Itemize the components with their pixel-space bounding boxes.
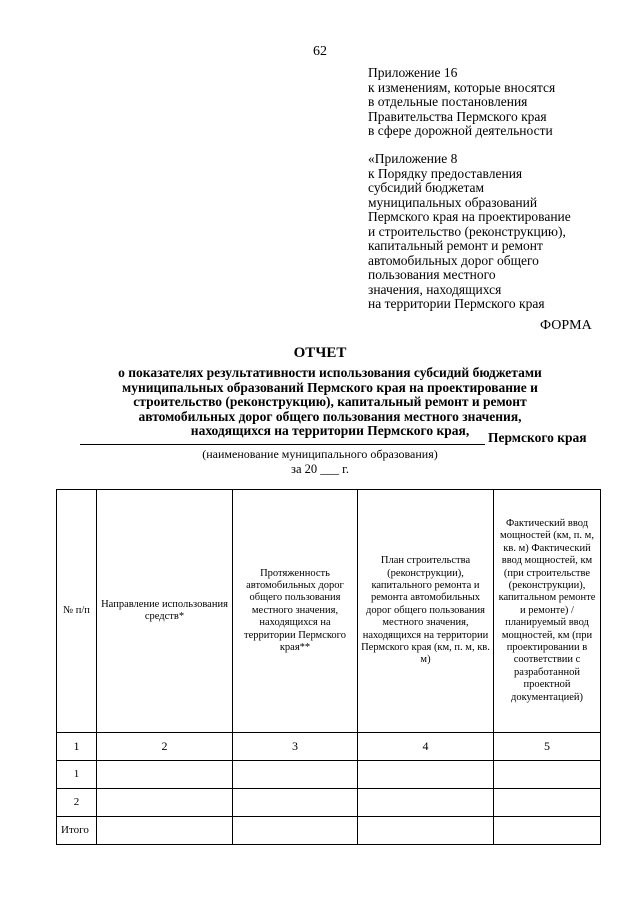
column-number: 1: [57, 733, 97, 761]
table-cell[interactable]: [494, 761, 601, 789]
appendix-8-line: автомобильных дорог общего: [368, 252, 539, 268]
table-row: [57, 761, 601, 789]
row-number: 1: [57, 761, 97, 789]
appendix-8-line: на территории Пермского края: [368, 296, 545, 311]
column-number: 2: [97, 733, 233, 761]
table-cell[interactable]: [358, 761, 494, 789]
table-cell[interactable]: [358, 789, 494, 817]
report-title: ОТЧЕТ: [293, 345, 347, 361]
appendix-16-line: в отдельные постановления: [368, 94, 528, 109]
report-subtitle-line: о показателях результативности использования субсидий бюджетами: [118, 365, 542, 380]
table-cell[interactable]: [494, 789, 601, 817]
appendix-16-line: Приложение 16: [368, 65, 458, 80]
column-number: 5: [494, 733, 601, 761]
table-header-row: [57, 490, 601, 733]
table-total-row: [57, 817, 601, 845]
table-cell[interactable]: [233, 789, 358, 817]
header-cell-number: № п/п: [57, 490, 97, 733]
header-cell-plan: План строительства (реконструкции), капитального ремонта и ремонта автомобильных дорог общего пользования местного значения, находящихся на территории Пермского края (км, п. м, кв. м): [358, 490, 494, 733]
table-cell[interactable]: [233, 817, 358, 845]
table-cell[interactable]: [97, 761, 233, 789]
municipality-blank-field[interactable]: [80, 444, 485, 445]
appendix-8-line: пользования местного: [368, 267, 496, 282]
appendix-8-line: значения, находящихся: [368, 281, 502, 297]
report-year-line: за 20 ___ г.: [291, 462, 349, 476]
appendix-16-line: к изменениям, которые вносятся: [368, 79, 556, 95]
table-row: [57, 789, 601, 817]
appendix-8-line: муниципальных образований: [368, 194, 538, 210]
header-cell-direction: Направление использования средств*: [97, 490, 233, 733]
report-table: [56, 489, 601, 845]
appendix-8-line: Пермского края на проектирование: [368, 209, 571, 224]
table-cell[interactable]: [358, 817, 494, 845]
municipality-suffix: Пермского края: [488, 430, 587, 445]
column-number: 4: [358, 733, 494, 761]
row-number: 2: [57, 789, 97, 817]
report-subtitle-line: автомобильных дорог общего пользования местного значения,: [138, 408, 522, 424]
appendix-8-line: и строительство (реконструкцию),: [368, 223, 566, 239]
report-subtitle-line: муниципальных образований Пермского края на проектирование и: [122, 379, 538, 395]
total-label: Итого: [57, 817, 97, 845]
appendix-16-line: в сфере дорожной деятельности: [368, 123, 553, 138]
report-subtitle-line: находящихся на территории Пермского края,: [190, 423, 470, 439]
table-cell[interactable]: [97, 817, 233, 845]
column-number: 3: [233, 733, 358, 761]
appendix-8-line: к Порядку предоставления: [368, 165, 523, 181]
header-cell-length: Протяженность автомобильных дорог общего пользования местного значения, находящихся на территории Пермского края**: [233, 490, 358, 733]
table-cell[interactable]: [233, 761, 358, 789]
table-cell[interactable]: [494, 817, 601, 845]
form-label: ФОРМА: [540, 318, 592, 333]
table-cell[interactable]: [97, 789, 233, 817]
appendix-16-block: [368, 66, 628, 139]
appendix-8-line: «Приложение 8: [368, 151, 458, 166]
column-number-row: [57, 733, 601, 761]
appendix-8-line: капитальный ремонт и ремонт: [368, 238, 543, 253]
appendix-8-block: [368, 152, 628, 312]
page-number: 62: [313, 44, 327, 59]
municipality-caption: (наименование муниципального образования): [202, 447, 438, 461]
report-subtitle: [60, 366, 600, 439]
appendix-16-line: Правительства Пермского края: [368, 108, 547, 124]
report-subtitle-line: строительство (реконструкцию), капитальный ремонт и ремонт: [133, 394, 527, 410]
appendix-8-line: субсидий бюджетам: [368, 180, 485, 195]
header-cell-actual: Фактический ввод мощностей (км, п. м, кв. м) Фактический ввод мощностей, км (при строительстве (реконструкции), капитальном ремонте и ремонте) / планируемый ввод мощностей, км (при проектировании в соответствии с разработанной проектной документацией): [494, 490, 601, 733]
